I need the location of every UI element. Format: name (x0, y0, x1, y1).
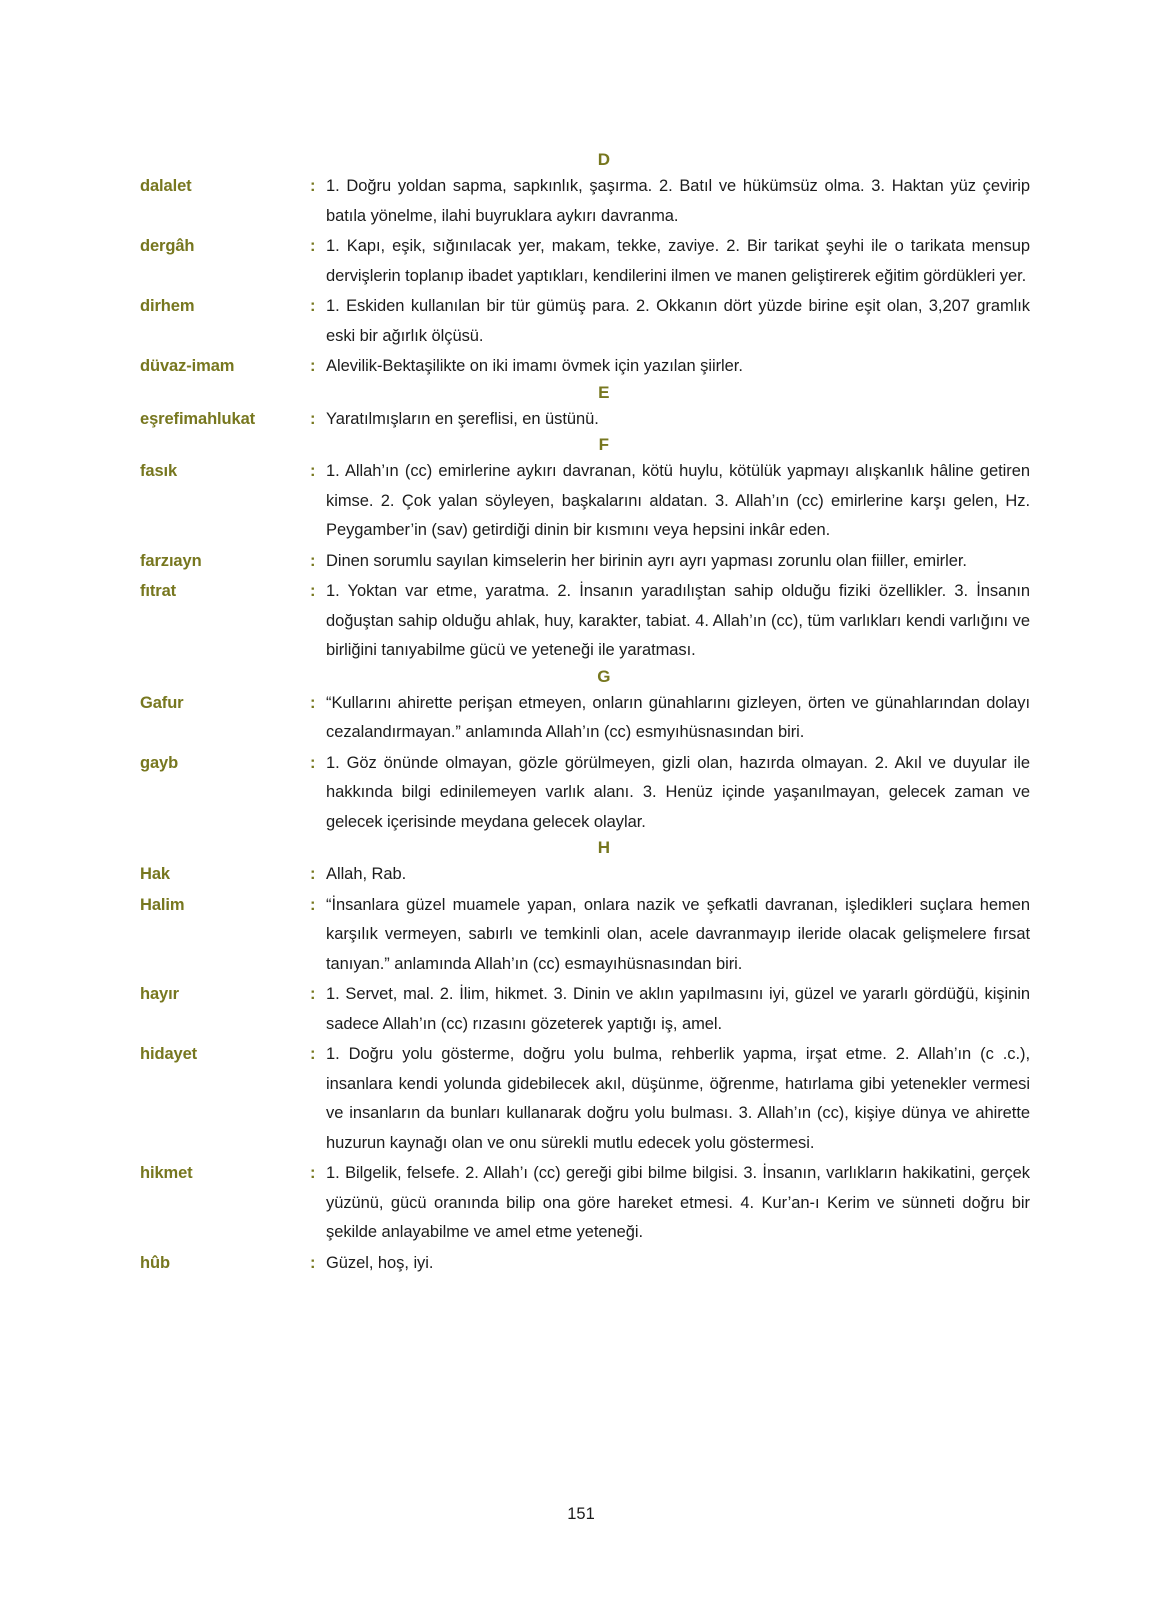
glossary-entry (140, 232, 1030, 292)
entry-term: dirhem (140, 297, 195, 315)
entry-definition: “Kullarını ahirette perişan etmeyen, onların günahlarını gizleyen, örten ve günahlarından dolayı cezalandırmayan.” anlamında Allah’ın (cc) esmyıhüsnasından biri. (326, 693, 1030, 741)
entry-definition: 1. Bilgelik, felsefe. 2. Allah’ı (cc) gereği gibi bilme bilgisi. 3. İnsanın, varlıkların hakikatini, gerçek yüzünü, gücü oranında bilip ona göre hareket etmesi. 4. Kur’an-ı Kerim ve sünneti doğru bir şekilde anlayabilme ve amel etme yeteneği. (326, 1164, 1030, 1241)
entry-term: hidayet (140, 1045, 198, 1063)
glossary-entry (140, 860, 1030, 891)
entry-term: Halim (140, 895, 185, 914)
glossary-entry (140, 352, 1030, 383)
entry-definition: 1. Doğru yoldan sapma, sapkınlık, şaşırma. 2. Batıl ve hükümsüz olma. 3. Haktan yüz çevirip batıla yönelme, ilahi buyruklara aykırı davranma. (326, 177, 1030, 225)
entry-colon-separator: : (310, 551, 316, 570)
entry-term: farzıayn (140, 551, 202, 570)
glossary-entry (140, 749, 1030, 839)
entry-term: düvaz-imam (140, 357, 235, 375)
entry-colon-separator: : (310, 297, 316, 315)
entry-definition: Allah, Rab. (326, 865, 407, 883)
entry-term: fasık (140, 462, 178, 480)
entry-colon-separator: : (310, 462, 316, 480)
glossary-entry (140, 405, 1030, 436)
glossary-entry (140, 172, 1030, 232)
entry-definition: Alevilik-Bektaşilikte on iki imamı övmek için yazılan şiirler. (326, 357, 743, 375)
entry-definition: 1. Yoktan var etme, yaratma. 2. İnsanın yaradılıştan sahip olduğu fiziki özellikler. 3. İnsanın doğuştan sahip olduğu ahlak, huy, karakter, tabiat. 4. Allah’ın (cc), tüm varlıkları kendi varlığını ve birliğini tanıyabilme gücü ve yeteneği ile yaratması. (326, 582, 1030, 659)
entry-term: hayır (140, 985, 179, 1003)
section-letter-h: H (597, 838, 611, 857)
entry-definition: 1. Göz önünde olmayan, gözle görülmeyen, gizli olan, hazırda olmayan. 2. Akıl ve duyular ile hakkında bilgi edinilemeyen varlık alanı. 3. Henüz içinde yaşanılmayan, gelecek zaman ve gelecek içerisinde meydana gelecek olaylar. (326, 753, 1030, 831)
entry-definition: “İnsanlara güzel muamele yapan, onlara nazik ve şefkatli davranan, işledikleri suçlara hemen karşılık vermeyen, sabırlı ve temkinli olan, acele davranmayıp ileride olacak gelişmelere fırsat tanıyan.” anlamında Allah’ın (cc) esmayıhüsnasından biri. (326, 895, 1030, 973)
entry-colon-separator: : (310, 895, 316, 914)
entry-term: Gafur (140, 693, 184, 712)
entry-colon-separator: : (310, 985, 316, 1003)
section-letter-f: F (598, 435, 610, 454)
entry-definition: 1. Doğru yolu gösterme, doğru yolu bulma, rehberlik yapma, irşat etme. 2. Allah’ın (c .c.), insanlara kendi yolunda gidebilecek akıl, düşünme, öğrenme, hatırlama gibi yetenekler vermesi ve insanların da bunları kullanarak doğru yolu bulması. 3. Allah’ın (cc), kişiye dünya ve ahirette huzurun kaynağı olan ve onu sürekli mutlu edecek yolu göstermesi. (326, 1045, 1030, 1152)
entry-colon-separator: : (310, 1253, 316, 1272)
glossary-entry (140, 577, 1030, 667)
entry-definition: 1. Eskiden kullanılan bir tür gümüş para. 2. Okkanın dört yüzde birine eşit olan, 3,207 gramlık eski bir ağırlık ölçüsü. (326, 297, 1030, 345)
entry-colon-separator: : (310, 409, 316, 428)
entry-term: dergâh (140, 237, 195, 255)
glossary-entry (140, 980, 1030, 1040)
entry-term: hûb (140, 1253, 170, 1272)
entry-term: eşrefimahlukat (140, 409, 256, 428)
entry-colon-separator: : (310, 693, 316, 712)
entry-term: hikmet (140, 1164, 193, 1182)
glossary-entry (140, 1040, 1030, 1159)
glossary-entry (140, 457, 1030, 547)
entry-definition: 1. Allah’ın (cc) emirlerine aykırı davranan, kötü huylu, kötülük yapmayı alışkanlık hâline getiren kimse. 2. Çok yalan söyleyen, başkalarını aldatan. 3. Allah’ın (cc) emirlerine karşı gelen, Hz. Peygamber’in (sav) getirdiği dinin bir kısmını veya hepsini inkâr eden. (326, 462, 1030, 539)
entry-term: fıtrat (140, 582, 177, 600)
glossary-entry (140, 547, 1030, 578)
glossary-entry (140, 292, 1030, 352)
entry-colon-separator: : (310, 1045, 316, 1063)
entry-definition: 1. Servet, mal. 2. İlim, hikmet. 3. Dinin ve aklın yapılmasını iyi, güzel ve yararlı gördüğü, kişinin sadece Allah’ın (cc) rızasını gözeterek yaptığı iş, amel. (326, 985, 1030, 1033)
entry-colon-separator: : (310, 753, 316, 772)
entry-colon-separator: : (310, 1164, 316, 1182)
entry-colon-separator: : (310, 865, 316, 883)
glossary-entry (140, 891, 1030, 981)
entry-term: gayb (140, 753, 179, 772)
glossary-list (140, 150, 1030, 1279)
entry-term: Hak (140, 865, 170, 883)
page-number: 151 (567, 1505, 595, 1523)
entry-colon-separator: : (310, 582, 316, 600)
section-letter-e: E (598, 382, 610, 402)
entry-term: dalalet (140, 177, 192, 195)
section-letter-g: G (597, 666, 611, 686)
glossary-entry (140, 1249, 1030, 1280)
section-letter-d: D (597, 150, 611, 169)
glossary-entry (140, 1159, 1030, 1249)
entry-definition: Yaratılmışların en şereflisi, en üstünü. (326, 409, 599, 428)
glossary-entry (140, 689, 1030, 749)
entry-definition: Dinen sorumlu sayılan kimselerin her birinin ayrı ayrı yapması zorunlu olan fiiller, emirler. (326, 551, 967, 570)
entry-definition: Güzel, hoş, iyi. (326, 1253, 434, 1272)
entry-colon-separator: : (310, 177, 316, 195)
entry-colon-separator: : (310, 357, 316, 375)
entry-colon-separator: : (310, 237, 316, 255)
entry-definition: 1. Kapı, eşik, sığınılacak yer, makam, tekke, zaviye. 2. Bir tarikat şeyhi ile o tarikata mensup dervişlerin toplanıp ibadet yaptıkları, kendilerini ilmen ve manen geliştirerek eğitim gördükleri yer. (326, 237, 1030, 285)
